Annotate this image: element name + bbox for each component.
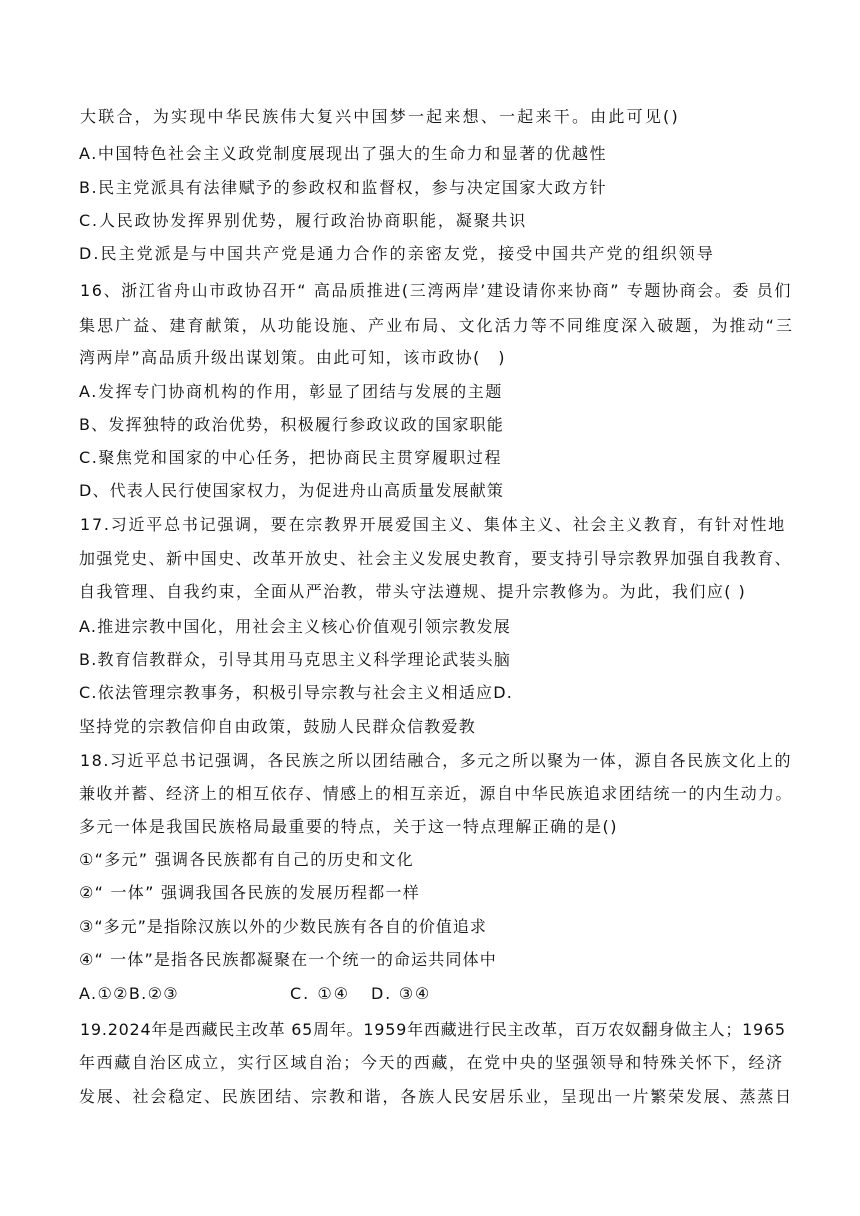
question-16: 16、浙江省舟山市政协召开“ 高品质推进(三湾两岸’建设请你来协商” 专题协商会。委 员们 — [80, 281, 792, 300]
statement-1: ①“多元” 强调各民族都有自己的历史和文化 — [79, 850, 414, 869]
option-b: B.教育信教群众，引导其用马克思主义科学理论武装头脑 — [79, 650, 512, 669]
text-line: 年西藏自治区成立，实行区域自治；今天的西藏，在党中央的坚强领导和特殊关怀下，经济 — [79, 1053, 784, 1072]
option-a: A.发挥专门协商机构的作用，彰显了团结与发展的主题 — [79, 382, 504, 401]
question-19: 19.2024年是西藏民主改革 65周年。1959年西藏进行民主改革，百万农奴翻身做主人；1965 — [80, 1020, 786, 1039]
option-d: 坚持党的宗教信仰自由政策，鼓励人民群众信教爱教 — [79, 717, 476, 736]
option-c: C.人民政协发挥界别优势，履行政治协商职能，凝聚共识 — [79, 211, 528, 230]
statement-4: ④“ 一体”是指各民族都凝聚在一个统一的命运共同体中 — [79, 950, 497, 969]
option-a: A.中国特色社会主义政党制度展现出了强大的生命力和显著的优越性 — [79, 144, 608, 163]
text-line: 兼收并蓄、经济上的相互依存、情感上的相互亲近，源自中华民族追求团结统一的内生动力。 — [79, 784, 793, 803]
text-line: 多元一体是我国民族格局最重要的特点，关于这一特点理解正确的是() — [79, 817, 618, 836]
text-line: 发展、社会稳定、民族团结、宗教和谐，各族人民安居乐业，呈现出一片繁荣发展、蒸蒸日 — [79, 1087, 794, 1106]
text-line: 湾两岸”高品质升级出谋划策。由此可知，该市政协( ) — [79, 348, 506, 367]
option-b: B.民主党派具有法律赋予的参政权和监督权，参与决定国家大政方针 — [79, 178, 608, 197]
option-c: C. ①④ — [290, 984, 350, 1003]
option-ab: A.①②B.②③ — [79, 984, 179, 1003]
option-d: D. ③④ — [371, 984, 431, 1003]
text-line: 大联合，为实现中华民族伟大复兴中国梦一起来想、一起来干。由此可见() — [80, 107, 680, 126]
question-18: 18.习近平总书记强调，各民族之所以团结融合，多元之所以聚为一体，源自各民族文化上的 — [80, 751, 793, 770]
option-a: A.推进宗教中国化，用社会主义核心价值观引领宗教发展 — [79, 617, 511, 636]
option-c: C.依法管理宗教事务，积极引导宗教与社会主义相适应D. — [79, 683, 514, 702]
option-c: C.聚焦党和国家的中心任务，把协商民主贯穿履职过程 — [79, 448, 503, 467]
statement-2: ②“ 一体” 强调我国各民族的发展历程都一样 — [79, 883, 421, 902]
option-d: D.民主党派是与中国共产党是通力合作的亲密友党，接受中国共产党的组织领导 — [79, 244, 715, 263]
option-b: B、发挥独特的政治优势，积极履行参政议政的国家职能 — [79, 415, 504, 434]
text-line: 自我管理、自我约束，全面从严治教，带头守法遵规、提升宗教修为。为此，我们应( ) — [79, 582, 747, 601]
text-line: 集思广益、建育献策，从功能设施、产业布局、文化活力等不同维度深入破题，为推动“三 — [79, 316, 795, 335]
question-17: 17.习近平总书记强调，要在宗教界开展爱国主义、集体主义、社会主义教育，有针对性地 — [80, 515, 787, 534]
statement-3: ③“多元”是指除汉族以外的少数民族有各自的价值追求 — [79, 917, 487, 936]
text-line: 加强党史、新中国史、改革开放史、社会主义发展史教育，要支持引导宗教界加强自我教育、 — [79, 549, 792, 568]
option-d: D、代表人民行使国家权力，为促进舟山高质量发展献策 — [79, 481, 505, 500]
